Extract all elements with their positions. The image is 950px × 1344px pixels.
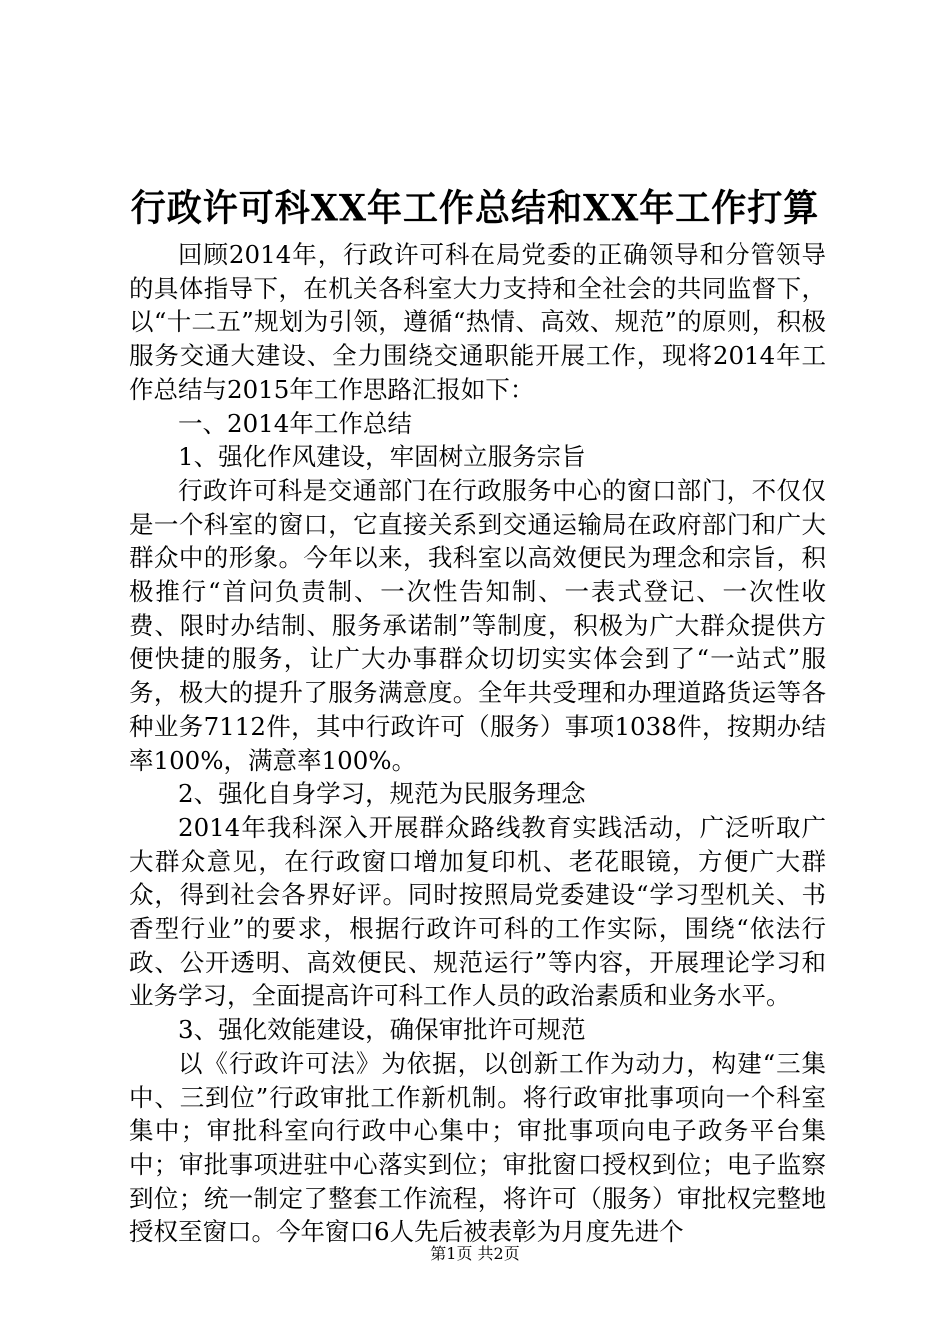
intro-paragraph: 回顾2014年，行政许可科在局党委的正确领导和分管领导的具体指导下，在机关各科室大力支持和全社会的共同监督下，以“十二五”规划为引领，遵循“热情、高效、规范”的原则，积极服务交通大建设、全力围绕交通职能开展工作，现将2014年工作总结与2015年工作思路汇报如下：	[129, 240, 826, 404]
document-body	[129, 238, 826, 1249]
item-paragraph-1: 行政许可科是交通部门在行政服务中心的窗口部门，不仅仅是一个科室的窗口，它直接关系到交通运输局在政府部门和广大群众中的形象。今年以来，我科室以高效便民为理念和宗旨，积极推行“首问负责制、一次性告知制、一表式登记、一次性收费、限时办结制、服务承诺制”等制度，积极为广大群众提供方便快捷的服务，让广大办事群众切切实实体会到了“一站式”服务，极大的提升了服务满意度。全年共受理和办理道路货运等各种业务7112件，其中行政许可（服务）事项1038件，按期办结率100%，满意率100%。	[129, 475, 826, 775]
item-heading-1: 1、强化作风建设，牢固树立服务宗旨	[178, 442, 586, 472]
item-heading-3: 3、强化效能建设，确保审批许可规范	[178, 1015, 586, 1045]
item-paragraph-3: 以《行政许可法》为依据，以创新工作为动力，构建“三集中、三到位”行政审批工作新机制。将行政审批事项向一个科室集中；审批科室向行政中心集中；审批事项向电子政务平台集中；审批事项进驻中心落实到位；审批窗口授权到位；电子监察到位；统一制定了整套工作流程，将许可（服务）审批权完整地授权至窗口。今年窗口6人先后被表彰为月度先进个	[129, 1048, 826, 1247]
document-title: 行政许可科XX年工作总结和XX年工作打算	[130, 186, 820, 230]
page-footer: 第1页 共2页	[430, 1244, 520, 1263]
item-paragraph-2: 2014年我科深入开展群众路线教育实践活动，广泛听取广大群众意见，在行政窗口增加复印机、老花眼镜，方便广大群众，得到社会各界好评。同时按照局党委建设“学习型机关、书香型行业”的要求，根据行政许可科的工作实际，围绕“依法行政、公开透明、高效便民、规范运行”等内容，开展理论学习和业务学习，全面提高许可科工作人员的政治素质和业务水平。	[129, 812, 826, 1011]
section-heading-summary: 一、2014年工作总结	[178, 408, 412, 438]
item-heading-2: 2、强化自身学习，规范为民服务理念	[178, 779, 586, 809]
